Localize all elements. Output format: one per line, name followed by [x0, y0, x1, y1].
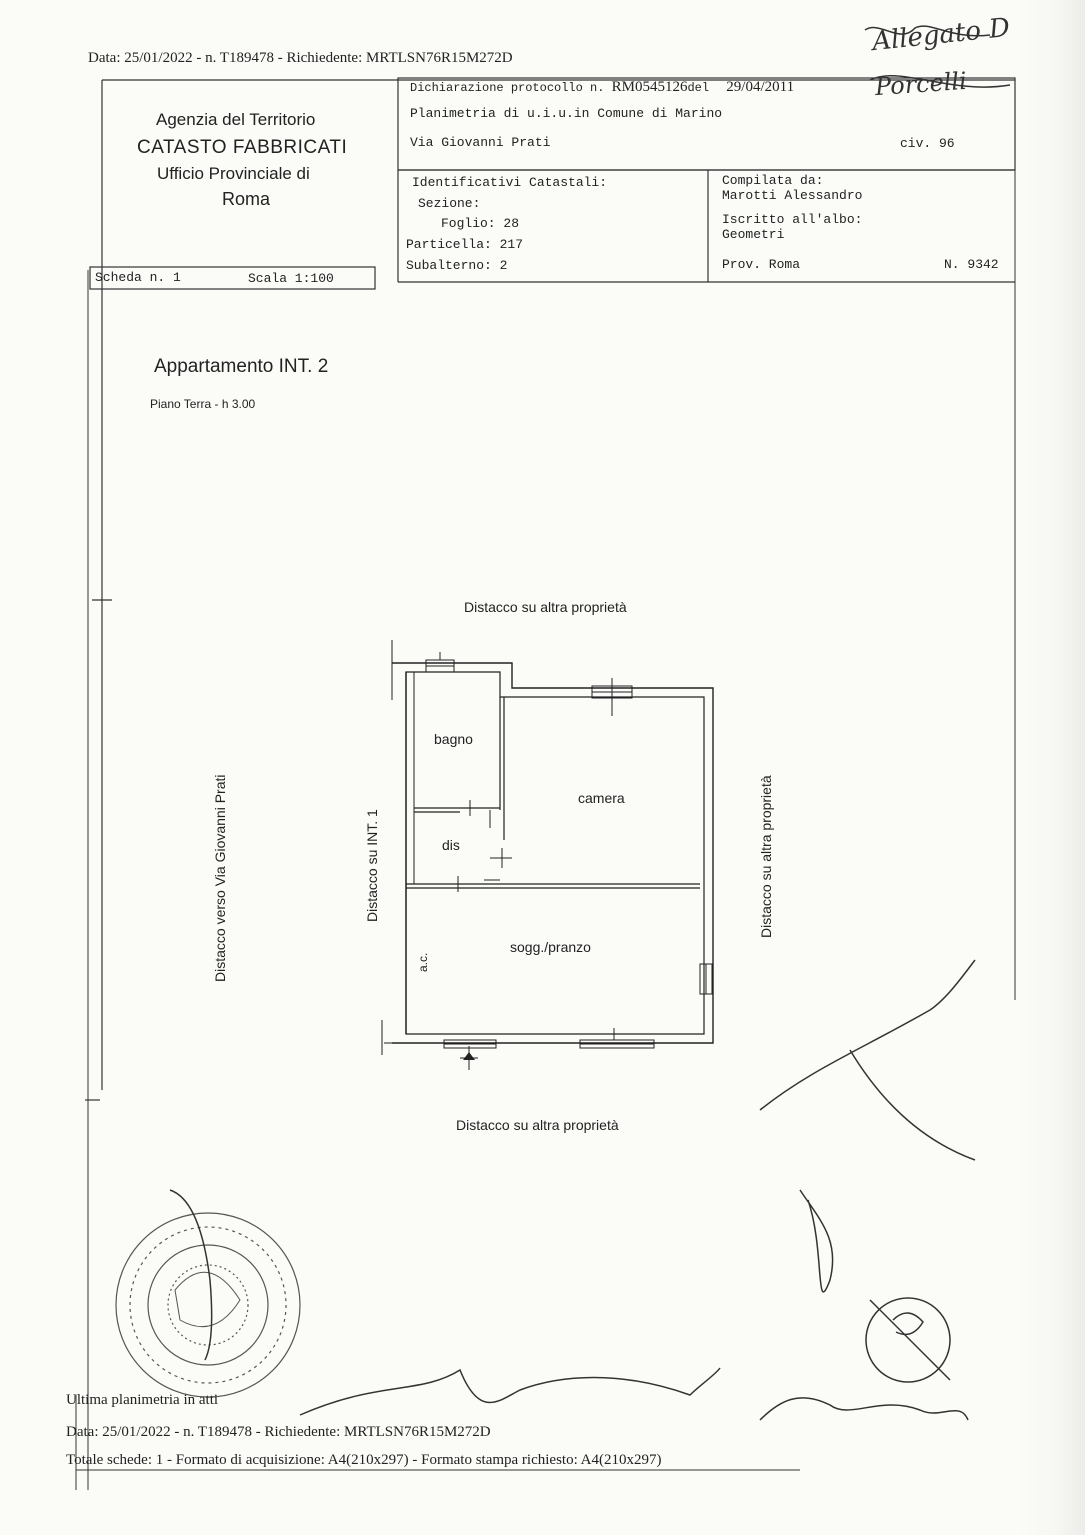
- albo-value: Geometri: [722, 227, 785, 242]
- particella: Particella: 217: [406, 237, 524, 252]
- plan-subtitle: Piano Terra - h 3.00: [150, 397, 256, 411]
- plan-title: Appartamento INT. 2: [154, 356, 329, 377]
- floor-plan: [382, 640, 713, 1070]
- subalterno: Subalterno: 2: [406, 258, 508, 273]
- province: Prov. Roma: [722, 257, 801, 272]
- handwritten-annotation: Allegato D: [870, 12, 1012, 58]
- ufficio-city: Roma: [222, 189, 271, 209]
- protocol-del: del: [687, 81, 710, 95]
- sezione: Sezione:: [418, 196, 481, 211]
- registration-number: N. 9342: [944, 257, 999, 272]
- planimetria-line: Planimetria di u.i.u.in Comune di Marino: [410, 106, 723, 121]
- scheda-number: Scheda n. 1: [95, 270, 181, 285]
- address: Via Giovanni Prati: [410, 135, 551, 150]
- protocol-number: RM0545126: [611, 79, 688, 95]
- signature-strokes: [170, 26, 1010, 1420]
- protocol-line: [410, 79, 794, 96]
- compiled-by-label: Compilata da:: [722, 173, 824, 188]
- official-stamp: [116, 1213, 300, 1397]
- protocol-date: 29/04/2011: [726, 79, 795, 95]
- handwritten-name: Porcelli: [874, 66, 968, 102]
- label-south: Distacco su altra proprietà: [456, 1117, 619, 1133]
- protocol-label: Dichiarazione protocollo n.: [410, 81, 605, 95]
- label-west-int1: Distacco su INT. 1: [364, 809, 380, 922]
- footer-data: Data: 25/01/2022 - n. T189478 - Richiedente: MRTLSN76R15M272D: [66, 1424, 491, 1440]
- footer-totale: Totale schede: 1 - Formato di acquisizione: A4(210x297) - Formato stampa richiesto: A4(210x297): [66, 1452, 662, 1468]
- room-dis: dis: [442, 837, 460, 853]
- footer-ultima: Ultima planimetria in atti: [66, 1392, 219, 1408]
- compiler-name: Marotti Alessandro: [722, 188, 863, 203]
- identifiers-title: Identificativi Catastali:: [412, 175, 608, 190]
- label-north: Distacco su altra proprietà: [464, 599, 627, 615]
- agency-name: Agenzia del Territorio: [156, 110, 316, 129]
- room-bagno: bagno: [434, 731, 473, 747]
- request-line: Data: 25/01/2022 - n. T189478 - Richiedente: MRTLSN76R15M272D: [88, 50, 513, 66]
- catasto-title: CATASTO FABBRICATI: [137, 137, 348, 158]
- ufficio: Ufficio Provinciale di: [157, 164, 310, 183]
- room-ac: a.c.: [416, 952, 430, 972]
- room-soggiorno: sogg./pranzo: [510, 939, 591, 955]
- room-camera: camera: [578, 790, 625, 806]
- albo-label: Iscritto all'albo:: [722, 212, 863, 227]
- civic-number: civ. 96: [900, 136, 955, 151]
- label-west-street: Distacco verso Via Giovanni Prati: [212, 774, 228, 982]
- label-east: Distacco su altra proprietà: [758, 775, 774, 938]
- foglio: Foglio: 28: [441, 216, 520, 231]
- scale: Scala 1:100: [248, 271, 334, 286]
